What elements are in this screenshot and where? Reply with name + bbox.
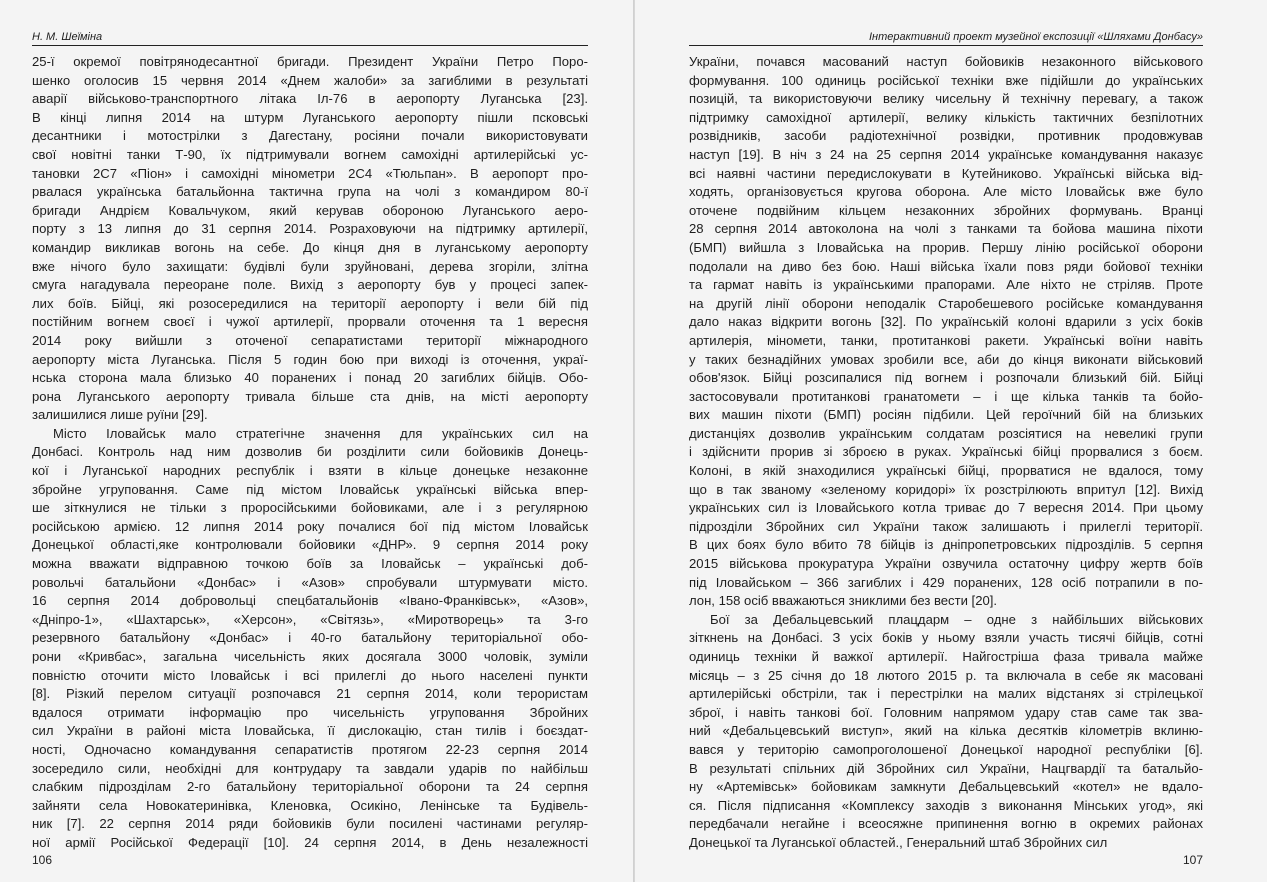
text-line: формування. 100 одиниць російської техніки вже підійшли до українських (689, 72, 1203, 88)
text-line: російською армією. 12 липня 2014 року почалися бої під містом Іловайськ (32, 518, 588, 534)
text-line: обов'язок. Бійці розсипалися під вогнем і розпочали близький бій. Бійці (689, 370, 1203, 386)
text-line: рона Луганського аеропорту тривала більше ста днів, на місті аеропорту (32, 388, 588, 404)
text-line: (БМП) вийшла з Іловайська на прорив. Першу лінію російської оборони (689, 239, 1203, 255)
text-line: лон, 158 осіб вважаються зниклими без вести [20]. (689, 593, 998, 609)
text-line: рвалася українська батальйонна тактична група на чолі з командиром 80-ї (32, 184, 588, 200)
text-line: на другій лінії оборони неподалік Старобешевого російське командування (689, 295, 1203, 311)
text-line: зосередило сили, необхідні для контрудару та завдали ударів по найбільш (32, 760, 588, 776)
text-line: що в так званому «зеленому коридорі» їх розстрілюють впритул [12]. Вихід (689, 481, 1203, 497)
text-line: ся. Після підписання «Комплексу заходів з виконання Мінських угод», які (689, 797, 1203, 813)
running-head-title (689, 30, 1203, 46)
text-line: ник [7]. 22 серпня 2014 ряди бойовиків були посилені частинами регуляр- (32, 816, 588, 832)
text-line: В кінці липня 2014 на штурм Луганського аеропорту пішли псковські (32, 109, 588, 125)
running-head-author (32, 30, 588, 46)
text-line: ше зіткнулися не тільки з проросійськими бойовиками, але і з регулярною (32, 500, 588, 516)
text-line: 16 серпня 2014 добровольці спецбатальйонів «Івано-Франківськ», «Азов», (32, 593, 588, 609)
right-page-body (689, 53, 1203, 853)
text-line: сил України в районі міста Іловайська, її дислокацію, стан тилів і боєздат- (32, 723, 588, 739)
text-line: всі наявні частини передислокувати в Кутейниково. Українські війська від- (689, 165, 1203, 181)
text-line: можна вважати відправною точкою боїв за Іловайськ – українські доб- (32, 556, 588, 572)
page-number-right: 107 (1182, 853, 1203, 867)
text-line: і здійснити прорив зі зброєю в руках. Українські бійці прорвалися з боєм. (689, 444, 1203, 460)
text-line: у таких безнадійних умовах зробили все, аби до кінця виконати військовий (689, 351, 1203, 367)
text-line: смуга нагадувала переоране поле. Вихід з аеропорту був у процесі запек- (32, 277, 588, 293)
text-line: командир викликав вогонь на себе. До кінця дня в луганському аеропорту (32, 239, 588, 255)
text-line: «Дніпро-1», «Шахтарськ», «Херсон», «Світязь», «Миротворець» та 3-го (32, 611, 588, 627)
text-line: Донецької та Луганської областей., Генеральний штаб Збройних сил (689, 834, 1108, 850)
text-line: тановки 2С7 «Піон» і самохідні мінометри 2С4 «Тюльпан». В аеропорт про- (32, 165, 588, 181)
text-line: 2015 військова прокуратура України озвучила остаточну цифру жертв боїв (689, 556, 1203, 572)
text-line: підтримку самохідної артилерії, велику кількість тактичних безпілотних (689, 109, 1203, 125)
text-line: В цих боях було вбито 78 бійців із дніпропетровських підрозділів. 5 серпня (689, 537, 1203, 553)
right-page (635, 0, 1267, 882)
text-line: ний «Дебальцевський виступ», який на кілька десятків кілометрів вклиню- (689, 723, 1203, 739)
text-line: артилерія, міномети, танки, протитанкові ракети. Українські воїни навіть (689, 332, 1203, 348)
text-line: розвідників, засоби радіотехнічної розвідки, противник продовжував (689, 128, 1203, 144)
text-line: повністю оточити місто Іловайськ і всі прилеглі до нього населені пункти (32, 667, 588, 683)
text-line: дистанціях дозволив українським солдатам розсіятися на невеликі групи (689, 425, 1203, 441)
text-line: зброї, і навіть танкові бої. Головним напрямом удару став саме так зва- (689, 704, 1203, 720)
text-line: вався у територію самопроголошеної Донецької народної республіки [6]. (689, 741, 1203, 757)
text-line: Донецької області,яке контролювали бойовики «ДНР». 9 серпня 2014 року (32, 537, 588, 553)
text-line: шенко оголосив 15 червня 2014 «Днем жалоби» за загиблими в результаті (32, 72, 588, 88)
text-line: зіткнень на Донбасі. З усіх боків у ньому взяли участь тисячі бійців, сотні (689, 630, 1203, 646)
text-line: залишилися лише руїни [29]. (32, 407, 208, 423)
text-line: Донбасі. Контроль над ним дозволив би розділити сили бойовиків Донець- (32, 444, 588, 460)
text-line: кої і Луганської народних республік і взяти в кільце донецьке незаконне (32, 463, 588, 479)
text-line: вже нічого було захищати: будівлі були зруйновані, дерева згоріли, злітна (32, 258, 588, 274)
text-line: одиниць техніки й важкої артилерії. Найгостріша фаза тривала майже (689, 649, 1203, 664)
text-line: нська сторона мала близько 40 поранених і понад 20 загиблих бійців. Обо- (32, 370, 588, 386)
text-line: України, почався масований наступ бойовиків незаконного військового (689, 54, 1203, 69)
text-line: резервного батальйону «Донбас» і 40-го батальйону територіальної обо- (32, 630, 588, 646)
text-line: ної армії Російської Федерації [10]. 24 серпня 2014, в День незалежності (32, 834, 588, 850)
text-line: місяць – з 25 січня до 18 лютого 2015 р. та включала в себе як масовані (689, 667, 1203, 683)
left-page-body (32, 53, 588, 853)
text-line: під Іловайськом – 366 загиблих і 429 поранених, 128 осіб потрапили в по- (689, 574, 1203, 590)
text-line: 2014 року вийшли з оточеної сепаратистами території міжнародного (32, 332, 588, 348)
text-line: дало наказ відкрити вогонь [32]. По українській колоні вдарили з усіх боків (689, 314, 1203, 330)
text-line: 28 серпня 2014 автоколона на чолі з танками та бойова машина піхоти (689, 221, 1203, 237)
text-line: бригади Андрієм Ковальчуком, який керував обороною Луганського аеро- (32, 202, 588, 218)
text-line: вих машин піхоти (БМП) росіян підбили. Цей героїчний бій на близьких (689, 407, 1203, 423)
text-line: аварії військово-транспортного літака Іл-76 в аеропорту Луганська [23]. (32, 91, 588, 107)
text-line: та гармат навіть із українськими прапорами. Але ніхто не стріляв. Проте (689, 277, 1203, 293)
text-line: десантники і мотострілки з Дагестану, росіяни почали використовувати (32, 128, 588, 144)
text-line: зайняти села Новокатеринівка, Кленовка, Осикіно, Ленінське та Будівель- (32, 797, 588, 813)
text-line: постійним вогнем своєї і чужої артилерії, прорвали оточення та 1 вересня (32, 314, 588, 330)
text-line: передбачали негайне і всеосяжне припинення вогню в окремих районах (689, 816, 1203, 832)
page-number-left: 106 (32, 853, 53, 867)
text-line: В результаті спільних дій Збройних сил України, Нацгвардії та батальйо- (689, 760, 1203, 776)
text-line: подолали на диво без бою. Наші війська їхали повз ряди бойової техніки (689, 258, 1203, 274)
running-head-title-text: Інтерактивний проект музейної експозиції «Шляхами Донбасу» (868, 31, 1203, 43)
text-line: застосовували протитанкові гранатомети – і ще кілька танків та бойо- (689, 388, 1203, 404)
text-line: аеропорту міста Луганська. Після 5 годин бою при виході із оточення, украї- (32, 351, 588, 367)
text-line: ходять, організовується кругова оборона. Але місто Іловайськ вже було (689, 184, 1203, 200)
text-line: позицій, та використовуючи велику чисельну й технічну перевагу, а також (689, 91, 1203, 107)
text-line: ності, Одночасно командування сепаратистів протягом 22-23 серпня 2014 (32, 741, 588, 757)
text-line: [8]. Різкий перелом ситуації розпочався 21 серпня 2014, коли терористам (32, 686, 588, 702)
text-line: слабким підрозділам 2-го батальйону територіальної оборони та 24 серпня (32, 779, 588, 795)
text-line: лих боїв. Бійці, які розосередилися на території аеропорту і вели бій під (32, 295, 588, 311)
text-line: підрозділи Збройних сил України також залишають і прилеглі території. (689, 518, 1203, 534)
text-line: порту з 13 липня до 31 серпня 2014. Розраховуючи на підтримку артилерії, (32, 221, 588, 237)
text-line: українських сил із Іловайського котла триває до 7 вересня 2014. При цьому (689, 500, 1203, 516)
text-line: Колоні, в якій знаходилися українські бійці, прорватися не вдалося, тому (689, 463, 1203, 479)
text-line: збройне угруповання. Саме під містом Іловайськ українські війська впер- (32, 481, 588, 497)
text-line: свої новітні танки Т-90, їх підтримували вогнем самохідні артилерійські ус- (32, 146, 588, 162)
text-line: рони «Кривбас», загальна чисельність яких досягала 3000 чоловік, зуміли (32, 649, 588, 664)
text-line: 25-ї окремої повітрянодесантної бригади. Президент України Петро Поро- (32, 54, 588, 69)
text-line: оточене подвійним кільцем незаконних збройних формувань. Вранці (689, 202, 1203, 218)
text-line: ну «Артемівськ» бойовикам замкнути Дебальцевський «котел» не вдало- (689, 779, 1203, 795)
text-line: наступ [19]. В ніч з 24 на 25 серпня 2014 українське командування наказує (689, 146, 1203, 162)
text-line: ровольчі батальйони «Донбас» і «Азов» спробували штурмувати місто. (32, 574, 588, 590)
text-line: Місто Іловайськ мало стратегічне значення для українських сил на (53, 425, 588, 441)
text-line: Бої за Дебальцевський плацдарм – одне з найбільших військових (710, 611, 1203, 627)
running-head-author-text: Н. М. Шеїміна (32, 31, 103, 43)
text-line: вдалося отримати інформацію про чисельність угруповання Збройних (32, 704, 588, 720)
left-page (0, 0, 633, 882)
text-line: артилерійські обстріли, так і перестрілки на малих відстанях зі стрілецької (689, 686, 1203, 702)
